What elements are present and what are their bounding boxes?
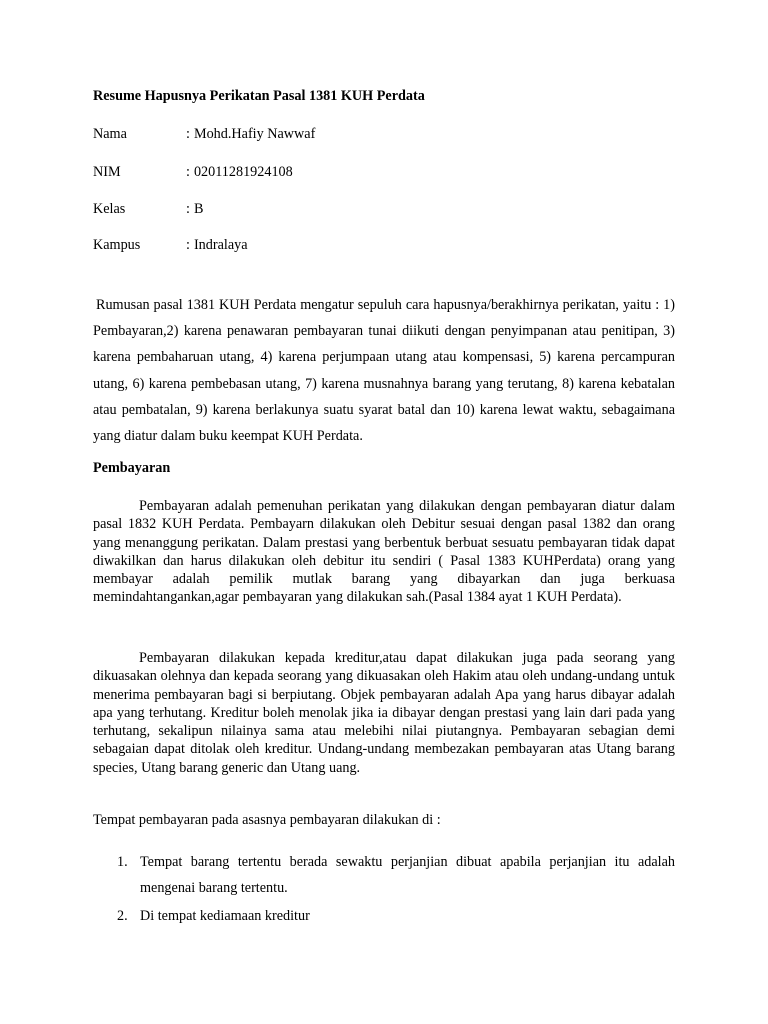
- info-value: 02011281924108: [193, 164, 293, 180]
- info-row-kampus: [93, 237, 693, 257]
- info-label: Kelas: [93, 201, 126, 217]
- section-heading: Pembayaran: [93, 460, 171, 476]
- info-row-kelas: [93, 201, 693, 221]
- info-label: Kampus: [93, 237, 141, 253]
- info-separator: :: [186, 201, 190, 217]
- info-value: Indralaya: [193, 237, 248, 253]
- info-separator: :: [186, 237, 190, 253]
- info-label: Nama: [93, 126, 127, 142]
- document-title: Resume Hapusnya Perikatan Pasal 1381 KUH Perdata: [93, 88, 425, 104]
- info-value-wrap: [186, 164, 293, 181]
- info-row-nama: [93, 126, 693, 146]
- list-item: [93, 849, 675, 901]
- list-number: 1.: [117, 854, 128, 870]
- list-item-text: Di tempat kediamaan kreditur: [140, 908, 310, 924]
- info-separator: :: [186, 164, 190, 180]
- body-paragraph-2: Pembayaran dilakukan kepada kreditur,atau dapat dilakukan juga pada seorang yang dikuasakan olehnya dan kepada seorang yang dikuasakan oleh Hakim atau oleh undang-undang untuk menerima pembayaran bagi si berpiutang. Objek pembayaran adalah Apa yang harus dibayar adalah apa yang terhutang. Kreditur boleh menolak jika ia dibayar dengan prestasi yang lain dari pada yang terhutang, sekalipun nilainya sama atau melebihi nilai piutangnya. Pembayaran sebagian demi sebagaian dapat ditolak oleh kreditur. Undang-undang membezakan pembayaran atas Utang barang species, Utang barang generic dan Utang uang.: [93, 650, 675, 776]
- place-intro: Tempat pembayaran pada asasnya pembayaran dilakukan di :: [93, 812, 441, 828]
- body-paragraph-1: Pembayaran adalah pemenuhan perikatan yang dilakukan dengan pembayaran diatur dalam pasal 1832 KUH Perdata. Pembayarn dilakukan oleh Debitur sesuai dengan pasal 1382 dan orang yang menanggung perikatan. Dalam prestasi yang berbentuk berbuat sesuatu pembayaran tidak dapat diwakilkan dan harus dilakukan oleh debitur itu sendiri ( Pasal 1383 KUHPerdata) orang yang membayar adalah pemilik mutlak barang yang dibayarkan dan juga berkuasa memindahtangankan,agar pembayaran yang dilakukan sah.(Pasal 1384 ayat 1 KUH Perdata).: [93, 498, 675, 606]
- info-label: NIM: [93, 164, 121, 180]
- info-value-wrap: [186, 237, 248, 254]
- info-value: Mohd.Hafiy Nawwaf: [193, 126, 316, 142]
- list-item: [93, 903, 675, 929]
- info-row-nim: [93, 164, 693, 184]
- info-value-wrap: [186, 126, 315, 143]
- list-item-text: Tempat barang tertentu berada sewaktu perjanjian dibuat apabila perjanjian itu adalah mengenai barang tertentu.: [140, 854, 675, 896]
- info-separator: :: [186, 126, 190, 142]
- list-number: 2.: [117, 908, 128, 924]
- intro-paragraph: Rumusan pasal 1381 KUH Perdata mengatur sepuluh cara hapusnya/berakhirnya perikatan, yaitu : 1) Pembayaran,2) karena penawaran pembayaran tunai diikuti dengan penyimpanan atau penitipan, 3) karena pembaharuan utang, 4) karena perjumpaan utang atau kompensasi, 5) karena percampuran utang, 6) karena pembebasan utang, 7) karena musnahnya barang yang terutang, 8) karena kebatalan atau pembatalan, 9) karena berlakunya suatu syarat batal dan 10) karena lewat waktu, sebagaimana yang diatur dalam buku keempat KUH Perdata.: [93, 297, 675, 445]
- info-value: B: [193, 201, 204, 217]
- place-list: [93, 849, 675, 931]
- info-value-wrap: [186, 201, 203, 218]
